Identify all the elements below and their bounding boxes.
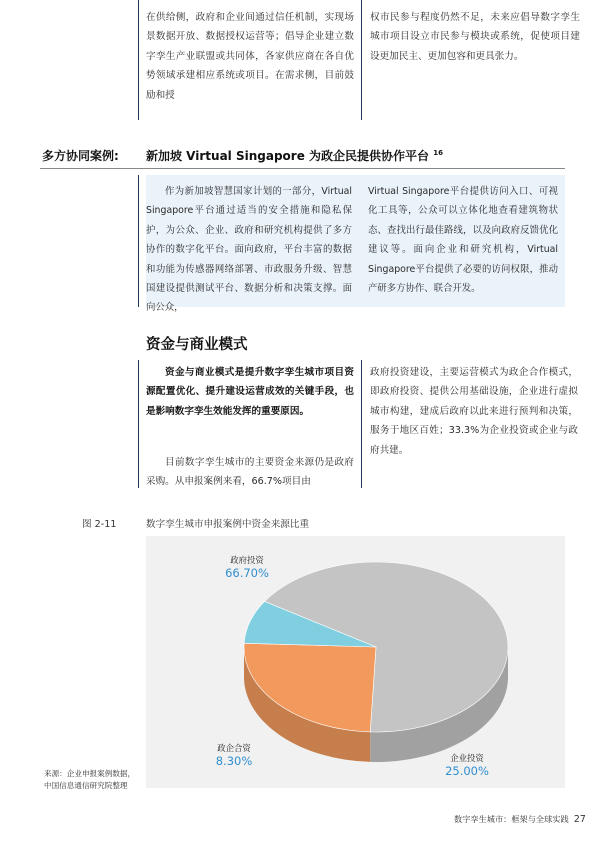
source-line: 中国信息通信研究院整理	[44, 781, 128, 790]
case-rule	[40, 168, 565, 169]
slice-name: 政府投资	[230, 555, 264, 565]
case-left-paragraph: 作为新加坡智慧国家计划的一部分，Virtual Singapore平台通过适当的安全措施和隐私保护，为公众、企业、政府和研究机构提供了多方协作的数字化平台。面向政府，平台丰富的数据和功能为传感器网络部署、市政服务升级、智慧国建设提供测试平台、数据分析和决策支撑。面向公众，	[146, 186, 352, 314]
figure-title: 数字孪生城市申报案例中资金来源比重	[146, 519, 310, 530]
page-number: 27	[573, 814, 586, 825]
column-divider	[361, 0, 362, 120]
top-right-paragraph: 权市民参与程度仍然不足，未来应倡导数字孪生城市项目设立市民参与模块或系统，促使项目建设更加民主、更加包容和更具张力。	[370, 12, 580, 62]
slice-label-1	[432, 752, 502, 778]
slice-value: 8.30%	[215, 754, 253, 768]
slice-value: 25.00%	[445, 764, 489, 778]
case-title	[146, 147, 443, 164]
slice-label-2	[202, 742, 266, 768]
column-divider	[138, 360, 139, 488]
slice-value: 66.70%	[225, 566, 269, 580]
source-line: 来源：企业申报案例数据，	[44, 769, 136, 778]
footnote-marker: 16	[433, 149, 443, 157]
column-divider	[138, 175, 139, 307]
section-lead-paragraph: 资金与商业模式是提升数字孪生城市项目资源配置优化、提升建设运营成效的关键手段，也是影响数字孪生效能发挥的重要原因。	[146, 367, 354, 417]
top-left-paragraph: 在供给侧，政府和企业间通过信任机制，实现场景数据开放、数据授权运营等；倡导企业建立数字孪生产业联盟或共同体，各家供应商在各自优势领域承建相应系统或项目。在需求侧，目前鼓励和授	[146, 12, 354, 101]
source-note	[44, 768, 135, 792]
figure-label: 图 2-11	[82, 519, 117, 530]
section-right-paragraph: 政府投资建设，主要运营模式为政企合作模式，即政府投资、提供公用基础设施，企业进行虚拟城市构建，建成后政府以此来进行预判和决策，服务于地区百姓；33.3%为企业投资或企业与政府共建。	[370, 367, 578, 456]
slice-name: 政企合资	[217, 743, 251, 753]
slice-name: 企业投资	[450, 753, 484, 763]
case-label: 多方协同案例:	[42, 149, 119, 163]
page-footer	[454, 814, 586, 825]
footer-title: 数字孪生城市：框架与全球实践	[454, 814, 569, 824]
column-divider	[361, 360, 362, 488]
column-divider	[138, 0, 139, 120]
section-title: 资金与商业模式	[146, 337, 248, 353]
section-left-paragraph: 目前数字孪生城市的主要资金来源仍是政府采购。从申报案例来看，66.7%项目由	[146, 457, 354, 488]
slice-label-0	[210, 554, 284, 580]
case-title-text: 新加坡 Virtual Singapore 为政企民提供协作平台	[146, 149, 430, 163]
case-right-paragraph: Virtual Singapore平台提供访问入口、可视化工具等，公众可以立体化地查看建筑物状态、查找出行最佳路线，以及向政府反馈优化建议等。面向企业和研究机构，Virtual Singapore平台提供了必要的访问权限，推动产研多方协作、联合开发。	[368, 186, 558, 295]
